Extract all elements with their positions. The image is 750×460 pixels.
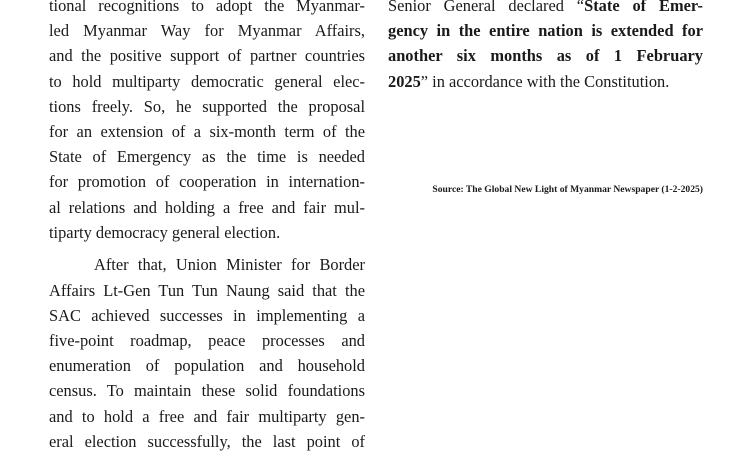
- text-line: [388, 0, 703, 18]
- plain-text: Senior General declared “: [388, 0, 585, 15]
- paragraph-2: [49, 252, 365, 454]
- emphasis-text: 2025: [388, 71, 421, 91]
- text-line: tions freely. So, he supported the proposal: [49, 96, 365, 116]
- text-line: [388, 69, 703, 94]
- text-line: al relations and holding a free and fair mul-: [49, 197, 365, 217]
- text-line: for an extension of a six-month term of the: [49, 121, 365, 141]
- text-line: census. To maintain these solid foundations: [49, 381, 365, 401]
- emphasis-text: another six months as of 1 February: [388, 46, 703, 66]
- left-article-column: [49, 0, 365, 454]
- paragraph-1: [49, 0, 365, 245]
- text-line: and the positive support of partner countries: [49, 46, 365, 66]
- text-line: SAC achieved successes in implementing a: [49, 305, 365, 325]
- right-article-column: [388, 0, 703, 94]
- text-line: tional recognitions to adopt the Myanmar-: [49, 0, 365, 15]
- text-line: led Myanmar Way for Myanmar Affairs,: [49, 21, 365, 41]
- emphasis-text: gency in the entire nation is extended for: [388, 21, 703, 41]
- text-line: enumeration of population and household: [49, 356, 365, 376]
- text-line: After that, Union Minister for Border: [94, 255, 365, 275]
- text-line: and to hold a free and fair multiparty gen-: [49, 406, 365, 426]
- text-line: to hold multiparty democratic general elec-: [49, 71, 365, 91]
- text-line: eral election successfully, the last point of: [49, 431, 365, 451]
- text-line: Affairs Lt-Gen Tun Tun Naung said that the: [49, 280, 365, 300]
- emphasis-text: State of Emer-: [584, 0, 703, 15]
- text-line: for promotion of cooperation in internation-: [49, 172, 365, 192]
- text-line: five-point roadmap, peace processes and: [49, 331, 365, 351]
- source-citation: Source: The Global New Light of Myanmar Newspaper (1-2-2025): [432, 184, 703, 195]
- plain-text: ” in accordance with the Constitution.: [420, 71, 670, 91]
- text-line: tiparty democracy general election.: [49, 222, 281, 242]
- text-line: State of Emergency as the time is needed: [49, 147, 365, 167]
- text-line: [388, 18, 703, 43]
- text-line: [388, 43, 703, 68]
